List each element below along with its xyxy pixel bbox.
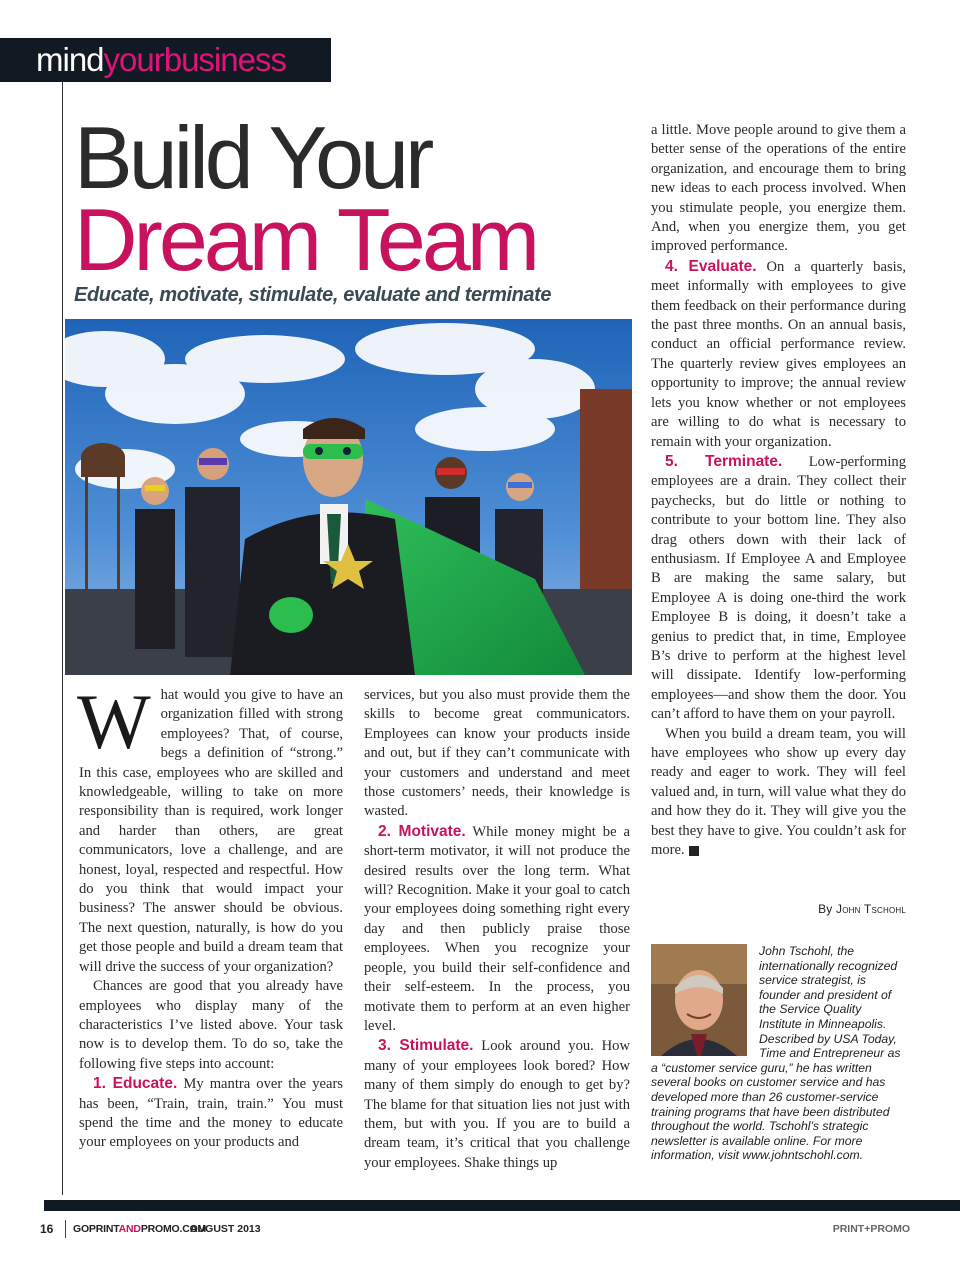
article-column-2 (364, 686, 630, 1173)
headline-line-2: Dream Team (74, 190, 537, 289)
byline: By John Tschohl (818, 902, 906, 916)
intro-paragraph: What would you give to have an organization filled with strong employees? That, of course, begs a definition of “strong.” In this case, employees who are skilled and knowledgeable, willing to take on more responsibility than is required, work longer and harder than others, are great communicators, love a challenge, and are honest, loyal, respected and respectful. How do you think that would impact your business? The answer should be obvious. The next question, naturally, is how do you get those people and build a dream team that will drive the success of your organization? (77, 678, 343, 975)
article-column-3 (651, 121, 906, 860)
step-3-paragraph: 3. Stimulate. Look around you. How many of your employees look bored? How many of them simply do enough to get by? The blame for that situation lies not just with them, but with you. If you are to build a dream team, it’s critical that you challenge your employees. Shake things up (364, 1037, 630, 1171)
step-4-paragraph: 4. Evaluate. On a quarterly basis, meet informally with employees to give them feedback on their performance during the past three months. On an annual basis, conduct an official performance review. The quarterly review gives employees an opportunity to improve; the annual review lets you know whether or not employees are willing to do what is necessary to remain with your organization. (651, 257, 907, 450)
footer-divider (65, 1220, 66, 1238)
article-column-1 (77, 678, 343, 1153)
footer-website: GOPRINTANDPROMO.COM (73, 1223, 207, 1235)
step-3-heading: 3. Stimulate. (378, 1037, 474, 1055)
step-1-heading: 1. Educate. (93, 1075, 178, 1093)
vertical-rule (62, 82, 63, 1195)
step-5-paragraph: 5. Terminate. Low-performing employees are a drain. They collect their paychecks, but do little or nothing to contribute to your bottom line. They also drag others down with their lack of enthusiasm. If Employee A and Employee B are making the same salary, but Employee A is doing one-third the work Employee B is doing, it doesn’t take a genius to predict that, in time, Employee B’s drive to perform at the highest level will dissipate. Identify low-performing employees—and show them the door. You can’t afford to have them on your payroll. (651, 452, 906, 723)
section-masthead (0, 38, 331, 82)
page-number: 16 (40, 1222, 54, 1236)
step-2-paragraph: 2. Motivate. While money might be a short-term motivator, it will not produce the desired results over the long term. What will? Recognition. Make it your goal to catch your employees doing something right every day and then publicly praise those employees. When you recognize your people, you build their self-confidence and their self-esteem. In the process, you motivate them to perform at an even higher level. (364, 822, 630, 1034)
step-2-heading: 2. Motivate. (378, 822, 466, 840)
page-footer (40, 1222, 910, 1238)
drop-cap: W (77, 678, 151, 765)
publication-name: PRINT+PROMO (832, 1223, 910, 1235)
hero-photo (65, 319, 632, 675)
author-name: John Tschohl (836, 902, 906, 916)
article-deck: Educate, motivate, stimulate, evaluate and terminate (74, 284, 552, 306)
body-paragraph: services, but you also must provide them the skills to become great communicators. Employees can know your products inside and out, but if they can’t communicate with your customers and understand and meet those customers’ needs, their knowledge is wasted. (364, 687, 630, 820)
step-1-paragraph: 1. Educate. My mantra over the years has been, “Train, train, train.” You must spend the time and the money to educate your employees on your products and (79, 1075, 343, 1151)
section-title: mindyourbusiness (36, 41, 286, 78)
body-paragraph: a little. Move people around to give them a better sense of the operations of the entire organization, and encourage them to bring new ideas to each process involved. When you stimulate people, you energize them. And, when you energize them, you get improved performance. (651, 122, 906, 255)
author-bio: John Tschohl, the internationally recognized service strategist, is founder and president of the Service Quality Institute in Minneapolis. Described by USA Today, Time and Entrepreneur as a “customer service guru,” he has written several books on customer service and has developed more than 26 customer-service training programs that have been distributed throughout the world. Tschohl’s strategic newsletter is available online. For more information, visit www.johntschohl.com. (651, 944, 901, 1163)
headline-line-1: Build Your (74, 108, 431, 207)
step-4-heading: 4. Evaluate. (665, 257, 757, 275)
end-mark-icon: + (689, 846, 699, 856)
closing-paragraph: When you build a dream team, you will have employees who show up every day ready and eager to work. They will feel valued and, in turn, will value what they do and how they do it. They will give you the best they have to give. You couldn’t ask for more. + (651, 725, 906, 859)
step-5-heading: 5. Terminate. (665, 452, 783, 470)
footer-bar (44, 1200, 960, 1211)
issue-date: AUGUST 2013 (190, 1223, 261, 1235)
body-paragraph: Chances are good that you already have employees who display many of the characteristics I’ve listed above. Your task now is to develop them. To do so, take the following five steps into account: (79, 978, 343, 1072)
